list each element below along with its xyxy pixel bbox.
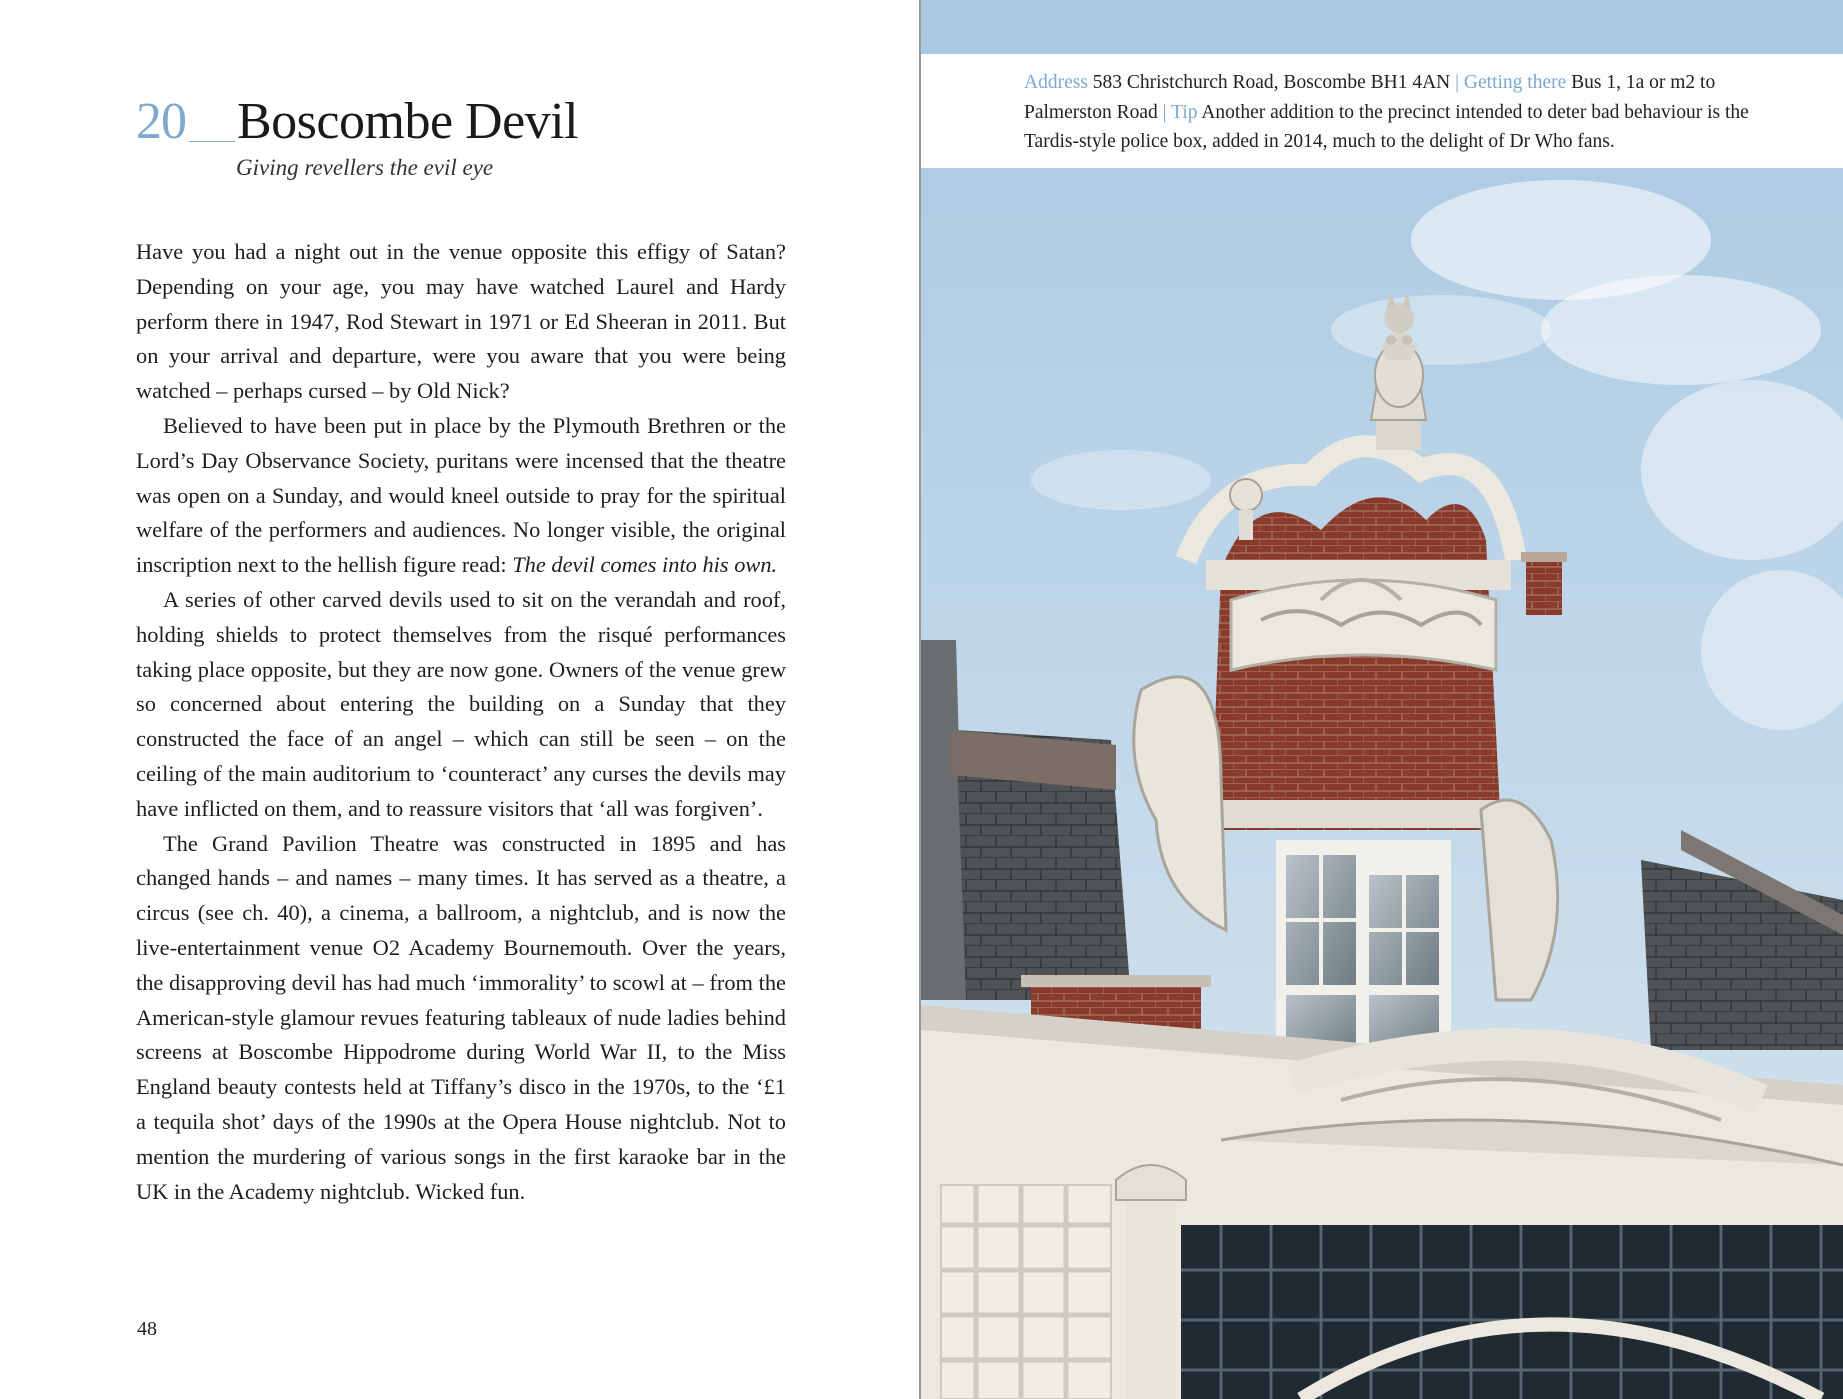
- chapter-subtitle: Giving revellers the evil eye: [236, 155, 494, 180]
- paragraph-2-text: Believed to have been put in place by the Plymouth Brethren or the Lord’s Day Observance Society, puritans were incensed that the theatre was open on a Sunday, and would kneel outside to pray for the spiritual welfare of the performers and audiences. No longer visible, the original inscription next to the hellish figure read:: [136, 412, 786, 578]
- tip-label: Tip: [1171, 101, 1198, 123]
- chapter-title: Boscombe Devil: [237, 93, 579, 150]
- building-photo: [921, 0, 1843, 1399]
- chapter-heading: [136, 92, 578, 151]
- portico: [921, 1005, 1843, 1399]
- paragraph-1: Have you had a night out in the venue opposite this effigy of Satan? Depending on your age, you may have watched Laurel and Hardy perform there in 1947, Rod Stewart in 1971 or Ed Sheeran in 2011. But on your arrival and departure, were you aware that you were being watched – perhaps cursed – by Old Nick?: [136, 239, 786, 404]
- separator-1: |: [1450, 72, 1464, 93]
- dormer-window: [1276, 840, 1451, 1065]
- left-page: [0, 0, 920, 1399]
- separator-2: |: [1157, 101, 1172, 123]
- chapter-number: 20: [136, 93, 186, 150]
- heading-rule: [189, 141, 235, 142]
- body-text: [136, 235, 786, 1209]
- getting-there-label: Getting there: [1463, 72, 1567, 93]
- inscription-quote: The devil comes into his own.: [512, 552, 778, 578]
- address-label: Address: [1024, 72, 1088, 93]
- right-page: [921, 0, 1843, 1399]
- tip-value: Another addition to the precinct intended to deter bad behaviour is the Tardis-style police box, added in 2014, much to the delight of Dr Who fans.: [1024, 101, 1749, 152]
- paragraph-3: A series of other carved devils used to sit on the verandah and roof, holding shields to protect themselves from the risqué performances taking place opposite, but they are now gone. Owners of the venue grew so concerned about entering the building on a Sunday that they constructed the face of an angel – which can still be seen – on the ceiling of the main auditorium to ‘counteract’ any curses the devils may have inflicted on them, and to reassure visitors that ‘all was forgiven’.: [136, 586, 786, 821]
- paragraph-2: [136, 409, 786, 583]
- getting-there-value: Bus 1, 1a or m2 to Palmerston Road: [1024, 72, 1716, 123]
- info-box: [921, 54, 1843, 168]
- info-text: [1024, 68, 1799, 157]
- paragraph-4: The Grand Pavilion Theatre was constructed in 1895 and has changed hands – and names – many times. It has served as a theatre, a circus (see ch. 40), a cinema, a ballroom, a nightclub, and is now the live-entertainment venue O2 Academy Bournemouth. Over the years, the disapproving devil has had much ‘immorality’ to scowl at – from the American-style glamour revues featuring tableaux of nude ladies behind screens at Boscombe Hippodrome during World War II, to the Miss England beauty contests held at Tiffany’s disco in the 1970s, to the ‘£1 a tequila shot’ days of the 1990s at the Opera House nightclub. Not to mention the murdering of various songs in the first karaoke bar in the UK in the Academy nightclub. Wicked fun.: [136, 830, 786, 1204]
- address-value: 583 Christchurch Road, Boscombe BH1 4AN: [1092, 72, 1451, 93]
- page-number: 48: [137, 1318, 157, 1340]
